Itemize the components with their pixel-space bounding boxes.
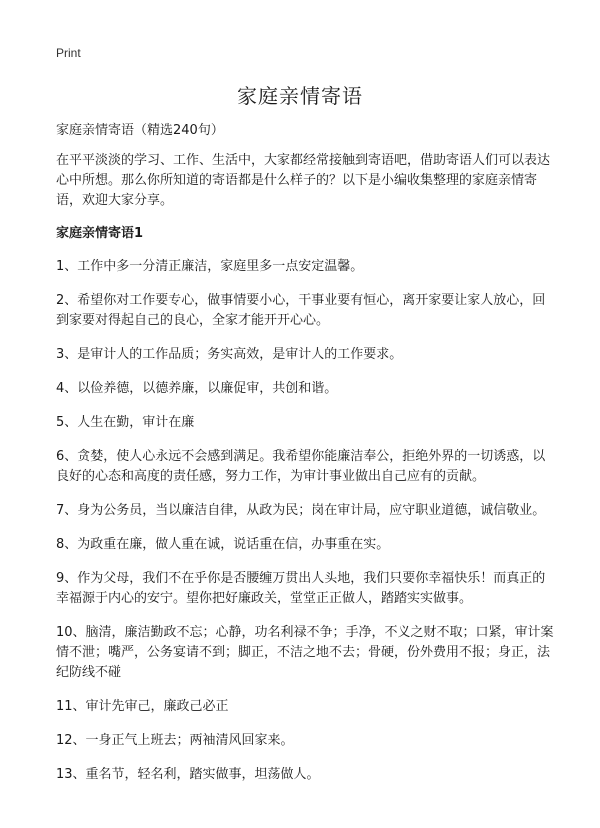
intro-paragraph: 在平平淡淡的学习、工作、生活中，大家都经常接触到寄语吧，借助寄语人们可以表达心中所想。那么你所知道的寄语都是什么样子的？以下是小编收集整理的家庭亲情寄语，欢迎大家分享。: [56, 153, 551, 208]
list-item: 7、身为公务员，当以廉洁自律，从政为民；岗在审计局，应守职业道德，诚信敬业。: [56, 503, 546, 518]
list-item: 11、审计先审己，廉政己必正: [56, 699, 229, 714]
document-subtitle: 家庭亲情寄语（精选240句）: [56, 123, 224, 138]
print-link[interactable]: Print: [56, 46, 81, 60]
list-item: 2、希望你对工作要专心，做事情要小心，干事业要有恒心，离开家要让家人放心，回到家要对得起自己的良心，全家才能开开心心。: [56, 293, 546, 328]
section-heading: 家庭亲情寄语1: [56, 226, 144, 241]
list-item: 5、人生在勤，审计在廉: [56, 415, 195, 430]
list-item: 12、一身正气上班去；两袖清风回家来。: [56, 733, 294, 748]
list-item: 3、是审计人的工作品质；务实高效，是审计人的工作要求。: [56, 347, 403, 362]
list-item: 13、重名节，轻名利，踏实做事，坦荡做人。: [56, 767, 320, 782]
list-item: 6、贪婪，使人心永远不会感到满足。我希望你能廉洁奉公，拒绝外界的一切诱惑，以良好的心态和高度的责任感，努力工作，为审计事业做出自己应有的贡献。: [56, 449, 546, 484]
document-body: [56, 121, 556, 799]
list-item: 9、作为父母，我们不在乎你是否腰缠万贯出人头地，我们只要你幸福快乐！而真正的幸福源于内心的安宁。望你把好廉政关，堂堂正正做人，踏踏实实做事。: [56, 571, 546, 606]
list-item: 10、脑清，廉洁勤政不忘；心静，功名利禄不争；手净，不义之财不取；口紧，审计案情不泄；嘴严，公务宴请不到；脚正，不洁之地不去；骨硬，份外费用不报；身正，法纪防线不碰: [56, 625, 554, 680]
list-item: 4、以俭养德，以德养廉，以廉促审，共创和谐。: [56, 381, 338, 396]
list-item: 8、为政重在廉，做人重在诚，说话重在信，办事重在实。: [56, 537, 390, 552]
list-item: 1、工作中多一分清正廉洁，家庭里多一点安定温馨。: [56, 259, 364, 274]
document-title: 家庭亲情寄语: [237, 84, 363, 108]
